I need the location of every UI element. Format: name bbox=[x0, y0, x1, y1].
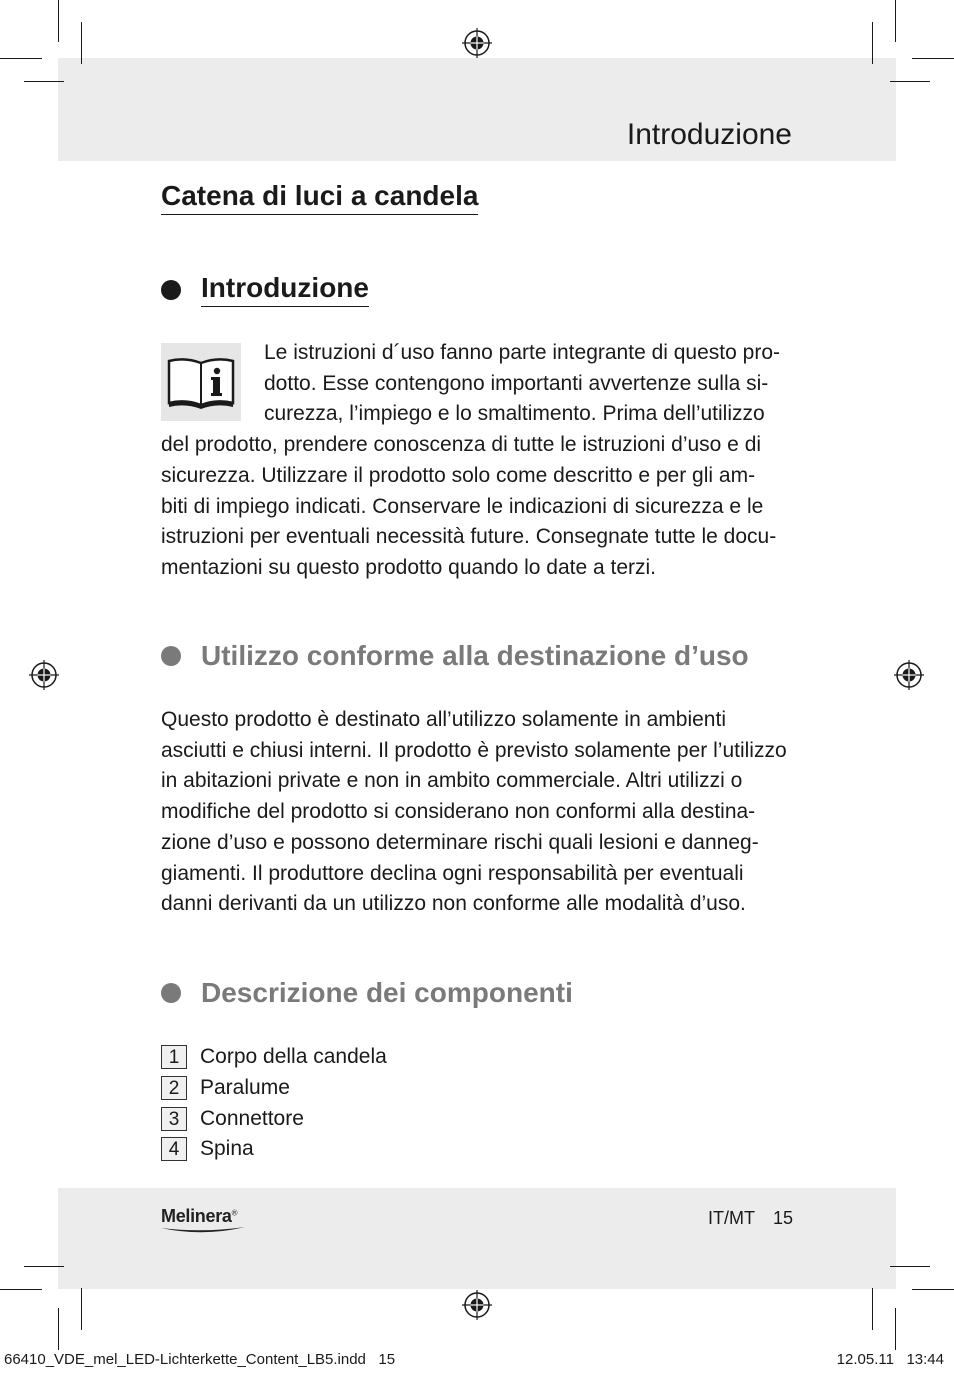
list-item bbox=[161, 1103, 387, 1134]
paragraph-line: modifiche del prodotto si considerano non conformi alla destina- bbox=[161, 800, 756, 824]
crop-mark bbox=[890, 1266, 930, 1267]
document-title: Catena di luci a candela bbox=[161, 180, 478, 215]
paragraph-line: Le istruzioni d´uso fanno parte integrante di questo pro- bbox=[264, 341, 780, 364]
paragraph-line: del prodotto, prendere conoscenza di tutte le istruzioni d’uso e di bbox=[161, 433, 762, 457]
bullet-icon bbox=[161, 983, 181, 1003]
intended-use-paragraph bbox=[161, 705, 787, 920]
brand-logo bbox=[161, 1206, 245, 1235]
intro-paragraph bbox=[161, 338, 780, 584]
locale-label: IT/MT bbox=[708, 1208, 755, 1228]
paragraph-line: asciutti e chiusi interni. Il prodotto è previsto solamente per l’utilizzo bbox=[161, 738, 787, 762]
paragraph-line: mentazioni su questo prodotto quando lo date a terzi. bbox=[161, 555, 656, 579]
paragraph-line: curezza, l’impiego e lo smaltimento. Prima dell’utilizzo bbox=[264, 402, 765, 426]
crop-mark bbox=[58, 1308, 59, 1350]
section-heading-text: Descrizione dei componenti bbox=[201, 977, 573, 1008]
print-slug-file: 66410_VDE_mel_LED-Lichterkette_Content_LB5.indd 15 bbox=[4, 1351, 396, 1368]
paragraph-line: istruzioni per eventuali necessità future. Consegnate tutte le docu- bbox=[161, 525, 777, 549]
page-number: 15 bbox=[773, 1208, 794, 1228]
registration-mark-icon bbox=[894, 660, 924, 690]
section-heading-text: Utilizzo conforme alla destinazione d’uso bbox=[201, 640, 749, 671]
components-list bbox=[161, 1042, 387, 1165]
crop-mark bbox=[872, 22, 873, 64]
registration-mark-icon bbox=[462, 28, 492, 58]
paragraph-line: zione d’uso e possono determinare rischi quali lesioni e danneg- bbox=[161, 830, 759, 854]
registration-mark-icon bbox=[462, 1290, 492, 1320]
crop-mark bbox=[0, 58, 42, 59]
crop-mark bbox=[895, 0, 896, 42]
list-item bbox=[161, 1134, 387, 1165]
section-heading-intro bbox=[161, 272, 369, 307]
page-header-title: Introduzione bbox=[626, 118, 792, 151]
section-heading-text: Introduzione bbox=[201, 272, 369, 307]
paragraph-line: in abitazioni private e non in ambito commerciale. Altri utilizzi o bbox=[161, 769, 743, 793]
paragraph-line: giamenti. Il produttore declina ogni responsabilità per eventuali bbox=[161, 861, 744, 885]
crop-mark bbox=[890, 81, 930, 82]
paragraph-line: sicurezza. Utilizzare il prodotto solo come descritto e per gli am- bbox=[161, 463, 756, 487]
crop-mark bbox=[24, 81, 64, 82]
crop-mark bbox=[895, 1308, 896, 1350]
crop-mark bbox=[912, 1289, 954, 1290]
paragraph-line: Questo prodotto è destinato all’utilizzo solamente in ambienti bbox=[161, 708, 726, 731]
bullet-icon bbox=[161, 280, 181, 300]
footer-band bbox=[58, 1188, 896, 1289]
crop-mark bbox=[0, 1289, 42, 1290]
component-number: 2 bbox=[161, 1076, 187, 1100]
registration-mark-icon bbox=[29, 660, 59, 690]
component-label: Connettore bbox=[200, 1106, 304, 1130]
section-heading-intended-use bbox=[161, 640, 749, 672]
paragraph-line: danni derivanti da un utilizzo non conforme alle modalità d’uso. bbox=[161, 892, 746, 916]
list-item bbox=[161, 1042, 387, 1073]
section-heading-components bbox=[161, 977, 573, 1009]
component-label: Corpo della candela bbox=[200, 1045, 387, 1069]
crop-mark bbox=[81, 22, 82, 64]
list-item bbox=[161, 1073, 387, 1104]
component-number: 1 bbox=[161, 1045, 187, 1069]
component-number: 3 bbox=[161, 1107, 187, 1131]
crop-mark bbox=[58, 0, 59, 42]
component-number: 4 bbox=[161, 1137, 187, 1161]
logo-swoosh-icon bbox=[161, 1225, 245, 1235]
component-label: Paralume bbox=[200, 1076, 290, 1100]
crop-mark bbox=[24, 1266, 64, 1267]
crop-mark bbox=[872, 1288, 873, 1330]
print-slug-datetime: 12.05.11 13:44 bbox=[836, 1351, 944, 1368]
paragraph-line: biti di impiego indicati. Conservare le indicazioni di sicurezza e le bbox=[161, 494, 764, 518]
registered-mark: ® bbox=[231, 1208, 238, 1218]
paragraph-line: dotto. Esse contengono importanti avvertenze sulla si- bbox=[264, 371, 769, 395]
component-label: Spina bbox=[200, 1137, 254, 1161]
page-info bbox=[708, 1208, 793, 1229]
crop-mark bbox=[81, 1288, 82, 1330]
crop-mark bbox=[912, 58, 954, 59]
brand-name: Melinera bbox=[161, 1206, 232, 1226]
bullet-icon bbox=[161, 646, 181, 666]
